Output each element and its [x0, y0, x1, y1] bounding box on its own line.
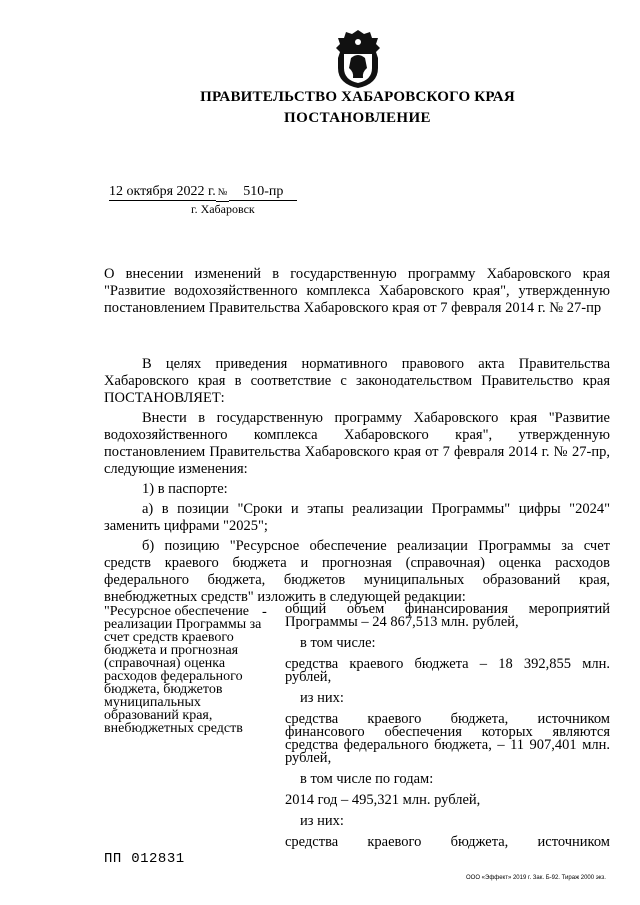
serial-digits: 012831 — [131, 851, 185, 867]
federal-source-funds: средства краевого бюджета, источником финансового обеспечения которых являются средства федерального бюджета, – 11 907,401 млн. рублей, — [285, 711, 610, 766]
document-type: ПОСТАНОВЛЕНИЕ — [284, 110, 431, 126]
of-them-label: из них: — [300, 690, 344, 706]
item-b-paragraph: б) позицию "Ресурсное обеспечение реализации Программы за счет средств краевого бюджета и прогнозная (справочная) оценка расходов федерального бюджета, бюджетов муниципальных образований края, внебюджетных средств" изложить в следующей редакции: — [104, 538, 610, 605]
subject-text: О внесении изменений в государственную программу Хабаровского края "Развитие водохозяйственного комплекса Хабаровского края", утвержденную постановлением Правительства Хабаровского края от 7 февраля 2014 г. № 27-пр — [104, 266, 610, 316]
printer-imprint: ООО «Эффект» 2019 г. Зак. Б-92. Тираж 2000 экз. — [466, 875, 606, 881]
coat-of-arms-emblem — [332, 28, 384, 90]
by-years-label: в том числе по годам: — [300, 771, 434, 787]
document-date: 12 октября 2022 г. — [109, 184, 216, 199]
of-them-label-2: из них: — [300, 813, 344, 829]
total-funding: общий объем финансирования мероприятий Программы – 24 867,513 млн. рублей, — [285, 601, 610, 630]
document-number: 510-пр — [229, 183, 297, 201]
table-left-label: "Ресурсное обеспечение реализации Программы за счет средств краевого бюджета и прогнозная (справочная) оценка расходов федерального бюджета, бюджетов муниципальных образований края, внебюджетных средств — [104, 604, 262, 736]
passport-item: 1) в паспорте: — [142, 481, 228, 497]
preamble-paragraph: В целях приведения нормативного правового акта Правительства Хабаровского края в соответствие с законодательством Правительство края ПОСТАНОВЛЯЕТ: — [104, 356, 610, 406]
serial-prefix: ПП — [104, 851, 122, 867]
year-2014-funds: 2014 год – 495,321 млн. рублей, — [285, 792, 481, 808]
regional-budget-funds: средства краевого бюджета – 18 392,855 млн. рублей, — [285, 656, 610, 685]
number-prefix: № — [216, 184, 230, 202]
document-city: г. Хабаровск — [191, 202, 255, 216]
document-subject — [104, 266, 610, 317]
serial-number — [104, 851, 185, 868]
government-title: ПРАВИТЕЛЬСТВО ХАБАРОВСКОГО КРАЯ — [200, 89, 515, 105]
date-number-line — [109, 183, 297, 202]
regional-source-line: средства краевого бюджета, источником — [285, 834, 610, 850]
document-body — [104, 356, 610, 609]
changes-intro-paragraph: Внести в государственную программу Хабаровского края "Развитие водохозяйственного комплекса Хабаровского края", утвержденную постановлением Правительства Хабаровского края от 7 февраля 2014 г. № 27-пр, следующие изменения: — [104, 410, 610, 477]
table-dash: - — [262, 604, 267, 620]
including-label: в том числе: — [300, 635, 376, 651]
table-right-column — [285, 603, 610, 857]
item-a-paragraph: а) в позиции "Сроки и этапы реализации Программы" цифры "2024" заменить цифрами "2025"; — [104, 501, 610, 534]
